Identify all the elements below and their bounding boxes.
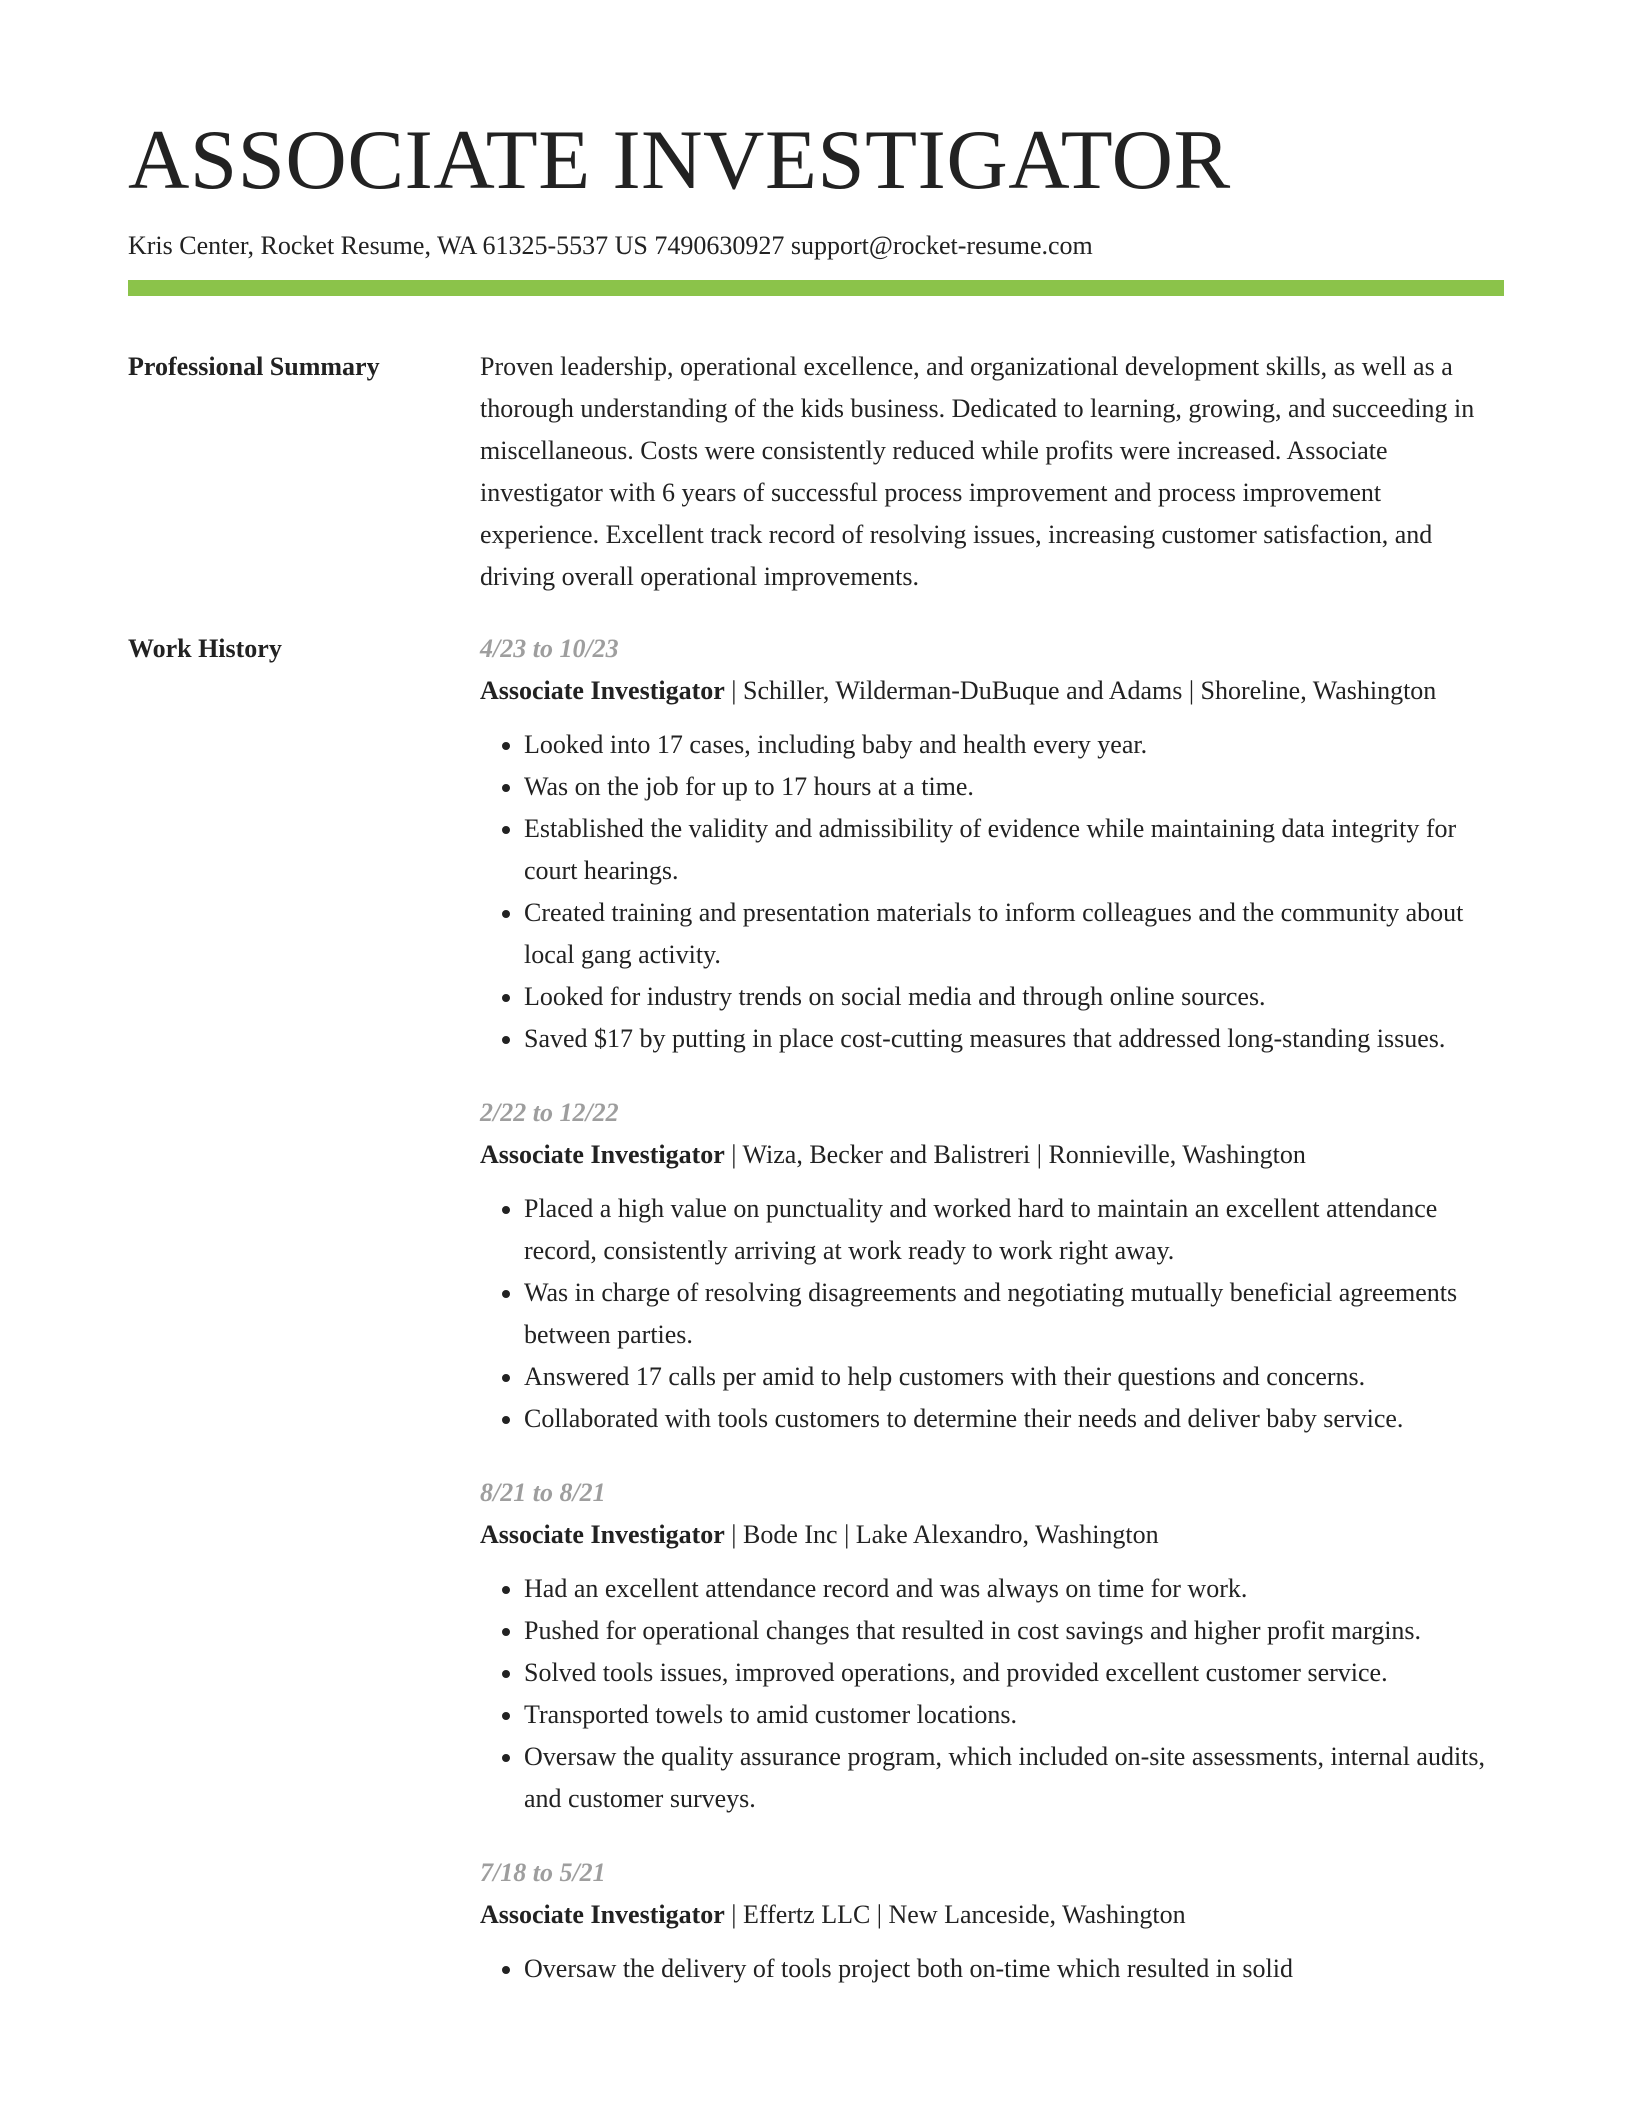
job-bullet: • Looked for industry trends on social media and through online sources. — [524, 976, 1504, 1018]
job-details: | Bode Inc | Lake Alexandro, Washington — [724, 1520, 1159, 1550]
job-date: 2/22 to 12/22 — [480, 1098, 619, 1128]
summary-section — [128, 346, 1504, 598]
job-entry — [480, 628, 1504, 1060]
job-bullet: • Solved tools issues, improved operations, and provided excellent customer service. — [524, 1652, 1504, 1694]
job-heading — [480, 1514, 1504, 1556]
job-details: | Effertz LLC | New Lanceside, Washington — [724, 1900, 1186, 1930]
job-bullets — [480, 1188, 1504, 1440]
job-bullet: • Answered 17 calls per amid to help customers with their questions and concerns. — [524, 1356, 1504, 1398]
job-bullet: • Had an excellent attendance record and was always on time for work. — [524, 1568, 1504, 1610]
job-bullet: • Oversaw the delivery of tools project both on-time which resulted in solid — [524, 1948, 1504, 1990]
resume-title: ASSOCIATE INVESTIGATOR — [128, 113, 1231, 207]
job-date: 7/18 to 5/21 — [480, 1858, 606, 1888]
job-title: Associate Investigator — [480, 1140, 725, 1170]
job-title: Associate Investigator — [480, 1520, 725, 1550]
job-heading — [480, 1894, 1504, 1936]
job-bullet: • Pushed for operational changes that resulted in cost savings and higher profit margins. — [524, 1610, 1504, 1652]
work-history-label: Work History — [128, 634, 282, 664]
job-entry — [480, 1472, 1504, 1820]
job-entry — [480, 1852, 1504, 1990]
contact-line: Kris Center, Rocket Resume, WA 61325-5537 US 7490630927 support@rocket-resume.com — [128, 231, 1093, 260]
summary-label: Professional Summary — [128, 352, 380, 382]
job-heading — [480, 1134, 1504, 1176]
job-details: | Wiza, Becker and Balistreri | Ronnieville, Washington — [724, 1140, 1306, 1170]
job-heading — [480, 670, 1504, 712]
job-bullet: • Was in charge of resolving disagreements and negotiating mutually beneficial agreements between parties. — [524, 1272, 1504, 1356]
work-history-section — [128, 628, 1504, 2022]
job-entry — [480, 1092, 1504, 1440]
job-bullet: • Created training and presentation materials to inform colleagues and the community about local gang activity. — [524, 892, 1504, 976]
job-bullets — [480, 724, 1504, 1060]
job-title: Associate Investigator — [480, 1900, 725, 1930]
resume-page — [128, 113, 1504, 2022]
job-bullet: • Placed a high value on punctuality and worked hard to maintain an excellent attendance record, consistently arriving at work ready to work right away. — [524, 1188, 1504, 1272]
job-bullet: • Looked into 17 cases, including baby and health every year. — [524, 724, 1504, 766]
job-bullet: • Oversaw the quality assurance program, which included on-site assessments, internal audits, and customer surveys. — [524, 1736, 1504, 1820]
summary-text: Proven leadership, operational excellence, and organizational development skills, as well as a thorough understanding of the kids business. Dedicated to learning, growing, and succeeding in miscellaneous. Costs were consistently reduced while profits were increased. Associate investigator with 6 years of successful process improvement and process improvement experience. Excellent track record of resolving issues, increasing customer satisfaction, and driving overall operational improvements. — [480, 352, 1475, 592]
job-bullet: • Was on the job for up to 17 hours at a time. — [524, 766, 1504, 808]
job-bullets — [480, 1948, 1504, 1990]
job-date: 4/23 to 10/23 — [480, 634, 619, 664]
job-bullet: • Saved $17 by putting in place cost-cutting measures that addressed long-standing issues. — [524, 1018, 1504, 1060]
job-bullet: • Transported towels to amid customer locations. — [524, 1694, 1504, 1736]
job-title: Associate Investigator — [480, 676, 725, 706]
job-list — [480, 628, 1504, 2022]
job-bullet: • Collaborated with tools customers to determine their needs and deliver baby service. — [524, 1398, 1504, 1440]
job-bullet: • Established the validity and admissibility of evidence while maintaining data integrity for court hearings. — [524, 808, 1504, 892]
job-details: | Schiller, Wilderman-DuBuque and Adams | Shoreline, Washington — [724, 676, 1437, 706]
accent-divider — [128, 280, 1504, 296]
job-bullets — [480, 1568, 1504, 1820]
job-date: 8/21 to 8/21 — [480, 1478, 606, 1508]
